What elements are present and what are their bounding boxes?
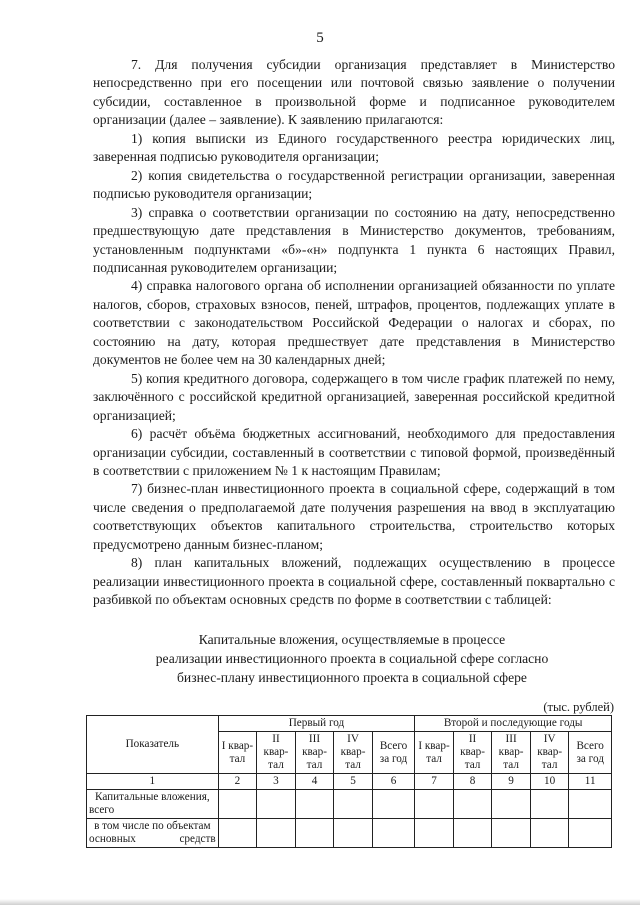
first-year-header: Первый год [218,716,415,732]
column-number: 8 [453,774,492,790]
table-row [87,819,612,848]
indicator-header: Показатель [87,716,219,774]
column-number: 3 [257,774,296,790]
table-cell [453,819,492,848]
table-cell [415,819,454,848]
paragraph: 2) копия свидетельства о государственной регистрации организации, заверенная подписью руководителя организации; [93,167,615,202]
table-title-line: бизнес-плану инвестиционного проекта в социальной сфере [177,670,527,685]
second-year-header: Второй и последующие годы [415,716,612,732]
quarter-header: II квар-тал [257,732,296,774]
table-cell [295,790,334,819]
table-cell [415,790,454,819]
body-text [93,56,615,610]
table-cell [334,790,373,819]
quarter-header: II квар-тал [453,732,492,774]
quarter-header: IV квар-тал [334,732,373,774]
paragraph: 4) справка налогового органа об исполнении организацией обязанности по уплате налогов, сборов, страховых взносов, пеней, штрафов, процентов, подлежащих уплате в соответствии с законодательством Российской Федерации о налогах и сборах, по состоянию на дату, которая предшествует дате представления в Министерство документов не более чем на 30 календарных дней; [93,278,615,368]
table-title-line: Капитальные вложения, осуществляемые в процессе [198,632,506,647]
scan-edge [0,899,640,905]
column-number: 4 [295,774,334,790]
table-cell [569,790,612,819]
column-number: 11 [569,774,612,790]
paragraph: 7) бизнес-план инвестиционного проекта в социальной сфере, содержащий в том числе сведения о предполагаемой дате получения разрешения на ввод в эксплуатацию соответствующих объектов капитального строительства, строительство которых предусмотрено данным бизнес-планом; [93,481,615,552]
table-cell [453,790,492,819]
quarter-header: I квар-тал [218,732,257,774]
capital-investment-table [86,715,612,848]
quarter-header: III квар-тал [295,732,334,774]
table-cell [530,790,569,819]
column-number: 1 [87,774,219,790]
paragraph: 7. Для получения субсидии организация представляет в Министерство непосредственно при его посещении или почтовой связью заявление о получении субсидии, составленное в произвольной форме и подписанное руководителем организации (далее – заявление). К заявлению прилагаются: [93,57,615,128]
table-cell [372,790,414,819]
column-number: 5 [334,774,373,790]
table-cell [295,819,334,848]
paragraph: 8) план капитальных вложений, подлежащих осуществлению в процессе реализации инвестиционного проекта в социальной сфере, составленный поквартально с разбивкой по объектам основных средств по форме в соответствии с таблицей: [93,555,615,608]
column-number: 10 [530,774,569,790]
table-cell [218,790,257,819]
table-cell [218,819,257,848]
row-label: в том числе по объектам основных средств [87,819,219,848]
table-row [87,790,612,819]
table-cell [257,790,296,819]
paragraph: 5) копия кредитного договора, содержащего в том числе график платежей по нему, заключённого с российской кредитной организацией, заверенная российской кредитной организацией; [93,370,615,423]
column-number: 2 [218,774,257,790]
quarter-header: IV квар-тал [530,732,569,774]
table-cell [569,819,612,848]
table-cell [530,819,569,848]
table-title-line: реализации инвестиционного проекта в социальной сфере согласно [155,651,549,666]
page-number: 5 [316,30,324,46]
total-header: Всего за год [372,732,414,774]
units-label: (тыс. рублей) [543,700,614,714]
column-number: 6 [372,774,414,790]
paragraph: 6) расчёт объёма бюджетных ассигнований, необходимого для предоставления организации субсидии, составленный в соответствии с типовой формой, произведённый в соответствии с приложением № 1 к настоящим Правилам; [93,426,615,478]
column-number: 7 [415,774,454,790]
quarter-header: III квар-тал [492,732,531,774]
paragraph: 3) справка о соответствии организации по состоянию на дату, непосредственно предшествующую дате представления в Министерство документов, требованиям, установленным подпунктами «б»-«н» подпункта 1 пункта 6 настоящих Правил, подписанная руководителем организации; [93,204,615,275]
paragraph: 1) копия выписки из Единого государственного реестра юридических лиц, заверенная подписью руководителя организации; [93,130,615,165]
column-number: 9 [492,774,531,790]
table-cell [492,819,531,848]
table-cell [372,819,414,848]
table-cell [334,819,373,848]
row-label: Капитальные вложения, всего [87,790,219,819]
table-title [88,630,616,687]
table-cell [492,790,531,819]
total-header: Всего за год [569,732,612,774]
table-cell [257,819,296,848]
quarter-header: I квар-тал [415,732,454,774]
